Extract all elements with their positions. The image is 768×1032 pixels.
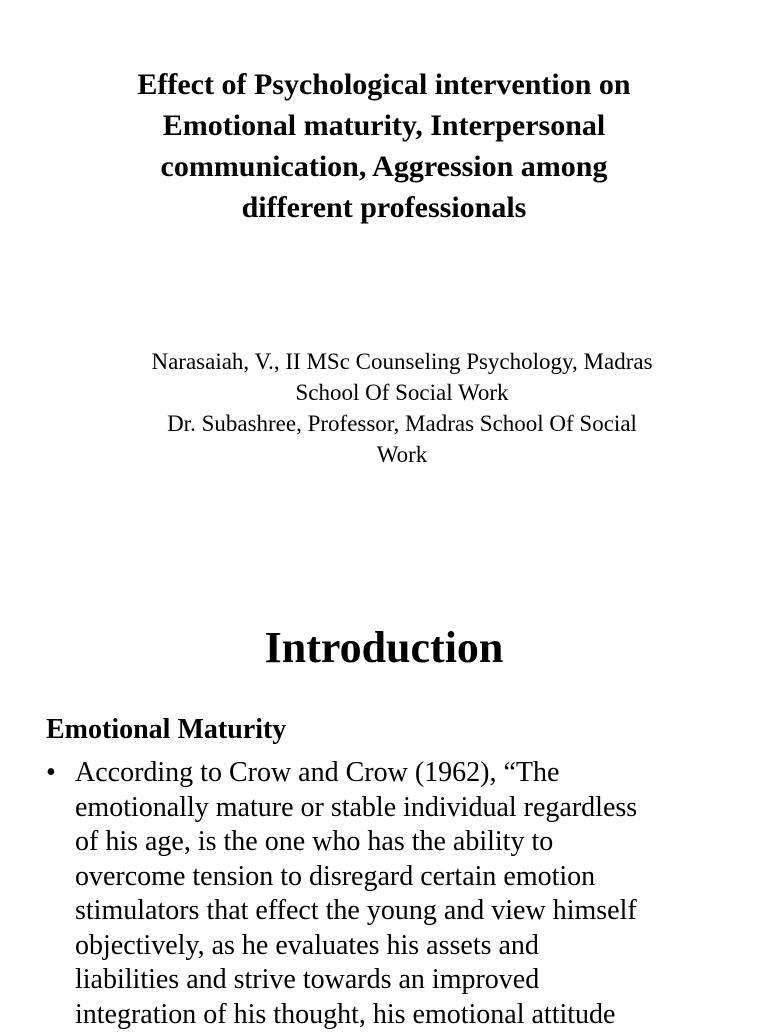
- bullet-item: [46, 756, 736, 1032]
- author-line: Work: [100, 439, 704, 470]
- bullet-line: integration of his thought, his emotional attitude: [75, 998, 736, 1032]
- author-line: Dr. Subashree, Professor, Madras School Of Social: [100, 408, 704, 439]
- presentation-title: [60, 64, 708, 228]
- author-block: [100, 346, 704, 470]
- title-line: different professionals: [60, 187, 708, 228]
- author-line: Narasaiah, V., II MSc Counseling Psychology, Madras: [100, 346, 704, 377]
- title-line: communication, Aggression among: [60, 146, 708, 187]
- bullet-line: overcome tension to disregard certain emotion: [75, 860, 736, 895]
- introduction-heading: Introduction: [0, 622, 768, 674]
- bullet-line: objectively, as he evaluates his assets and: [75, 929, 736, 964]
- title-line: Effect of Psychological intervention on: [60, 64, 708, 105]
- author-line: School Of Social Work: [100, 377, 704, 408]
- bullet-line: stimulators that effect the young and view himself: [75, 894, 736, 929]
- emotional-maturity-heading: Emotional Maturity: [46, 712, 286, 748]
- bullet-line: of his age, is the one who has the ability to: [75, 825, 736, 860]
- bullet-text: [75, 756, 736, 1032]
- slide-introduction: [0, 560, 768, 1024]
- title-line: Emotional maturity, Interpersonal: [60, 105, 708, 146]
- bullet-line: liabilities and strive towards an improved: [75, 963, 736, 998]
- bullet-icon: •: [46, 756, 75, 1032]
- bullet-line: emotionally mature or stable individual regardless: [75, 791, 736, 826]
- bullet-line: According to Crow and Crow (1962), “The: [75, 756, 736, 791]
